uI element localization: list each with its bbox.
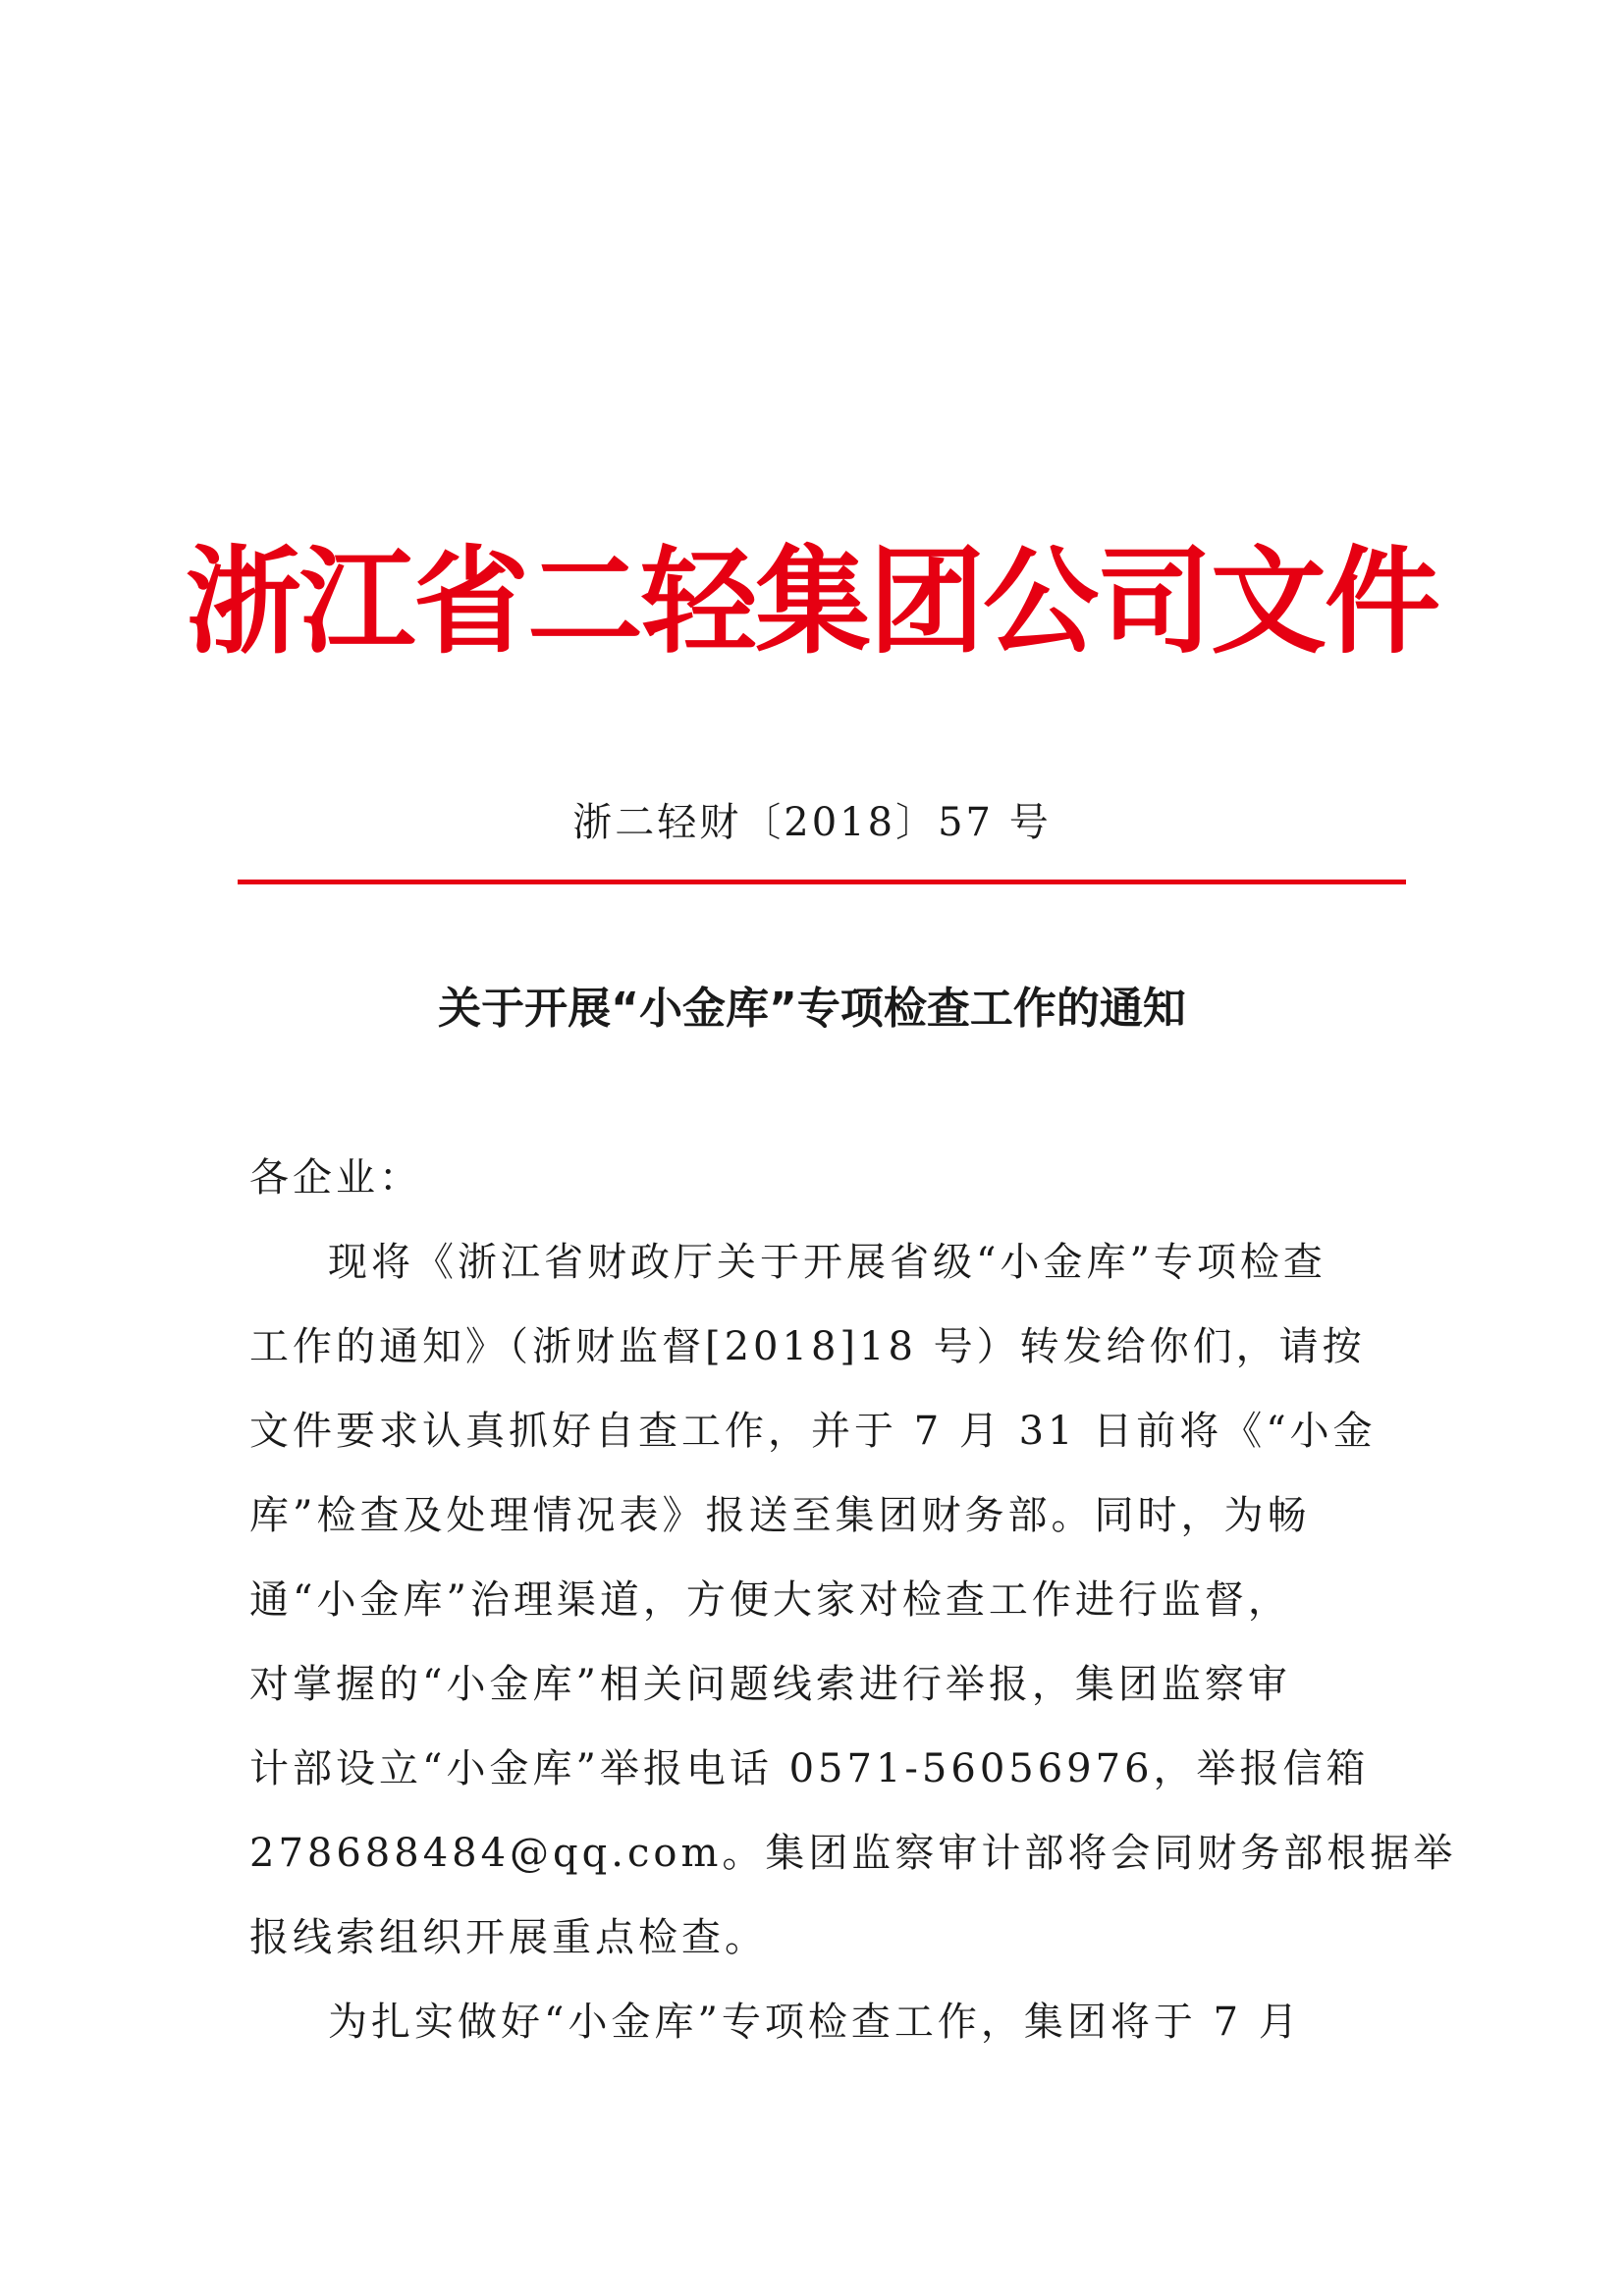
red-divider-line	[238, 880, 1406, 884]
document-number: 浙二轻财〔2018〕57 号	[572, 800, 1052, 845]
body-line: 计部设立“小金库”举报电话 0571-56056976，举报信箱	[249, 1746, 1370, 1791]
body-line: 报线索组织开展重点检查。	[249, 1915, 768, 1960]
body-line: 278688484@qq.com。集团监察审计部将会同财务部根据举	[249, 1831, 1457, 1876]
body-line: 工作的通知》（浙财监督[2018]18 号）转发给你们，请按	[249, 1324, 1366, 1369]
salutation: 各企业：	[249, 1155, 422, 1201]
body-line: 库”检查及处理情况表》报送至集团财务部。同时，为畅	[249, 1493, 1311, 1538]
body-line: 现将《浙江省财政厅关于开展省级“小金库”专项检查	[328, 1240, 1326, 1285]
body-line: 文件要求认真抓好自查工作，并于 7 月 31 日前将《“小金	[249, 1409, 1377, 1454]
document-header-title: 浙江省二轻集团公司文件	[185, 534, 1438, 669]
body-line: 为扎实做好“小金库”专项检查工作，集团将于 7 月	[328, 2000, 1302, 2045]
notice-title: 关于开展“小金库”专项检查工作的通知	[438, 984, 1186, 1034]
body-line: 对掌握的“小金库”相关问题线索进行举报，集团监察审	[249, 1662, 1291, 1707]
body-line: 通“小金库”治理渠道，方便大家对检查工作进行监督，	[249, 1577, 1291, 1623]
